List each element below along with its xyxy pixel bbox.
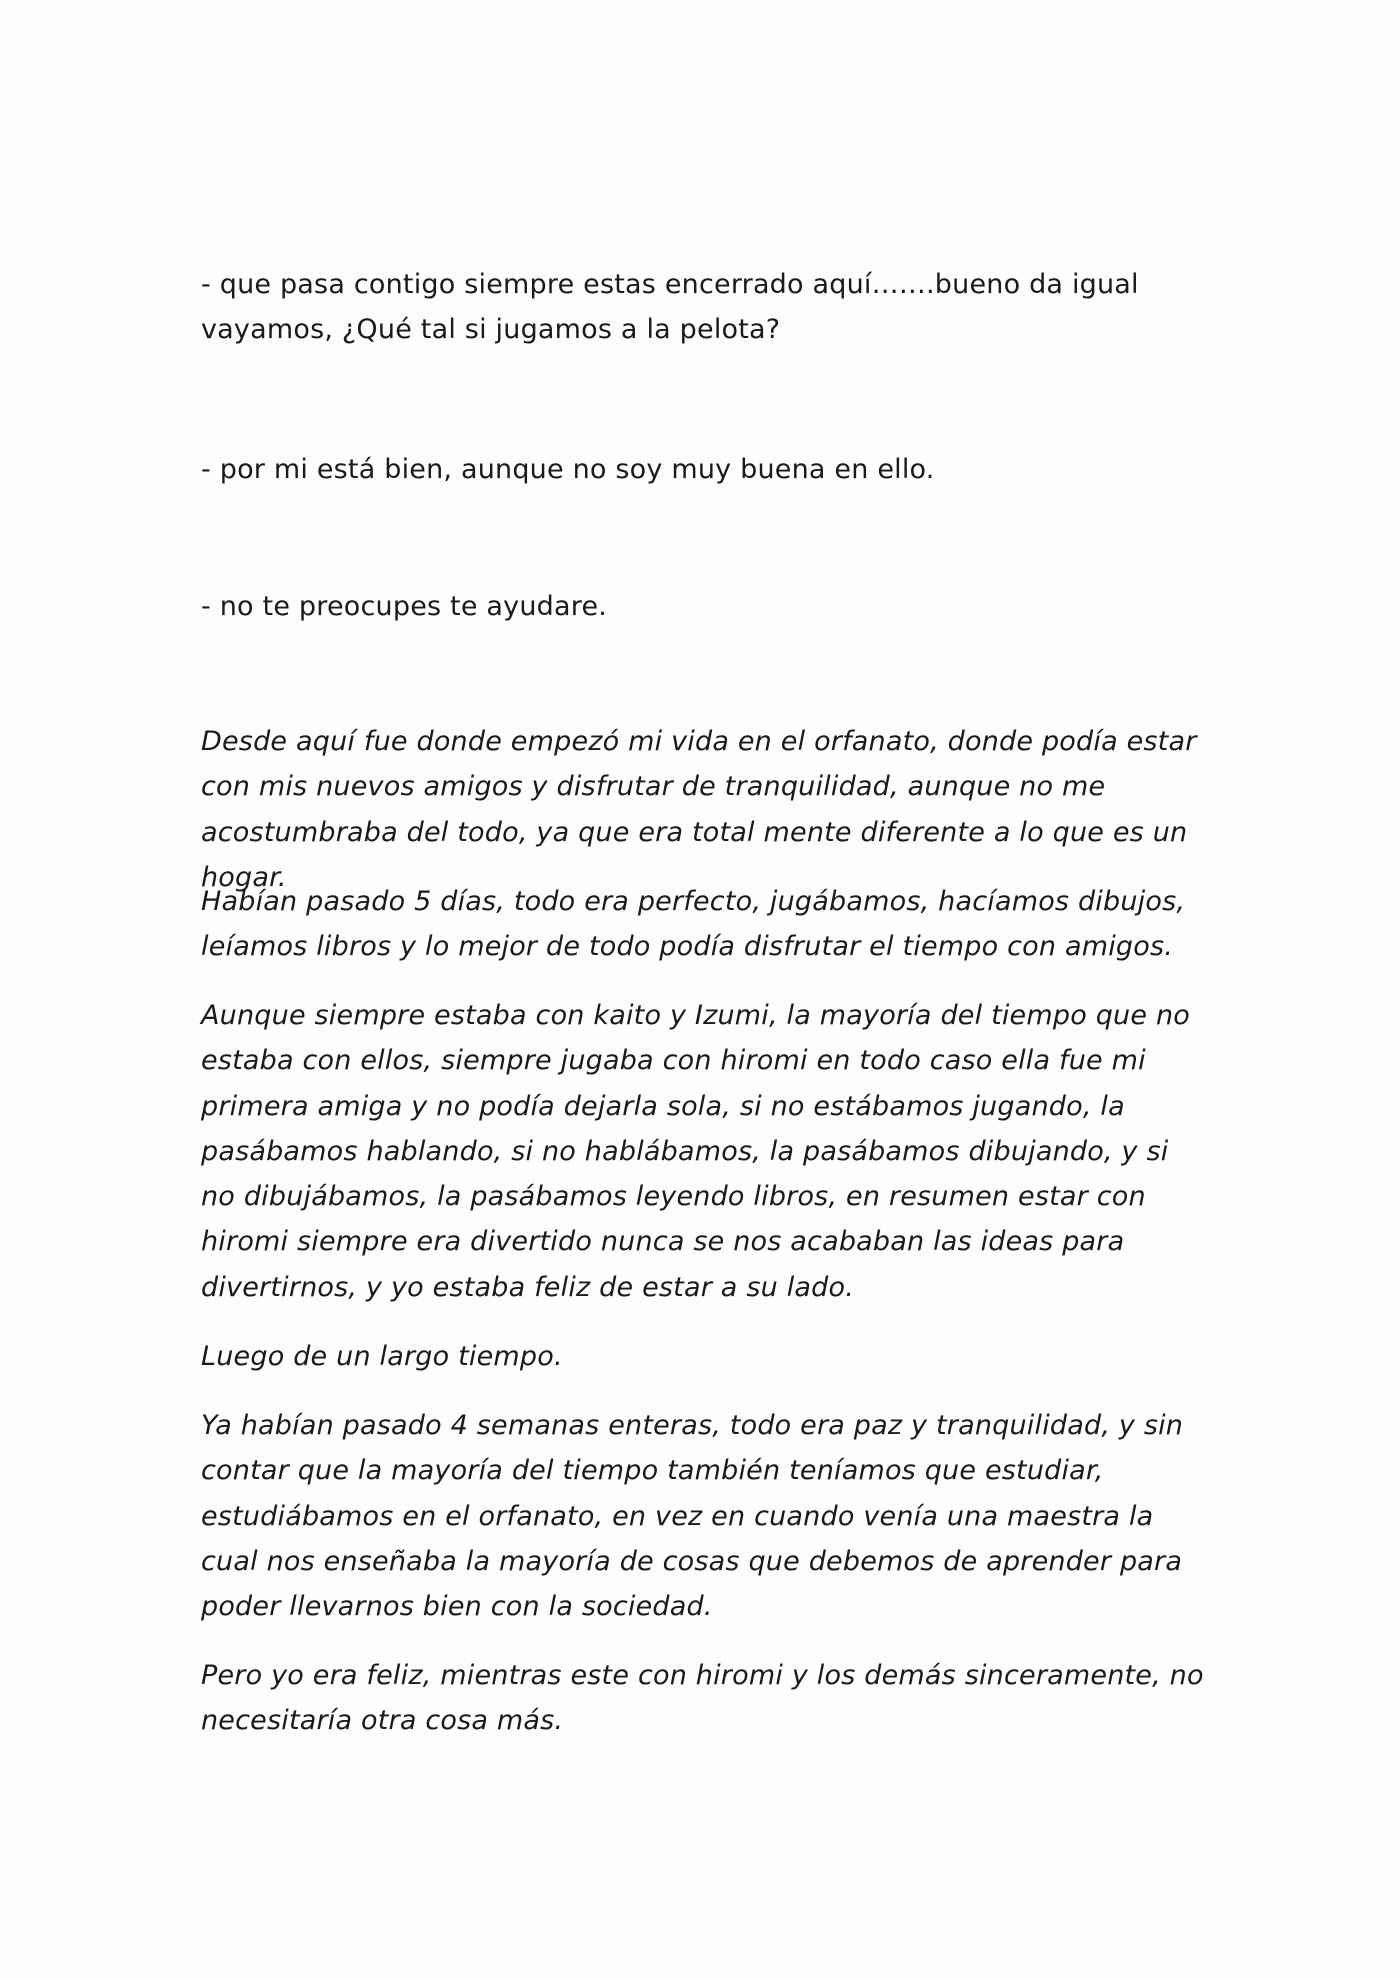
dialogue-line: - no te preocupes te ayudare. (201, 591, 608, 622)
narration-paragraph: Desde aquí fue donde empezó mi vida en el orfanato, donde podía estar con mis nuevos amigos y disfrutar de tranquilidad, aunque no me acostumbraba del todo, ya que era total mente diferente a lo que es un hogar. (201, 726, 1197, 893)
dialogue-line: - por mi está bien, aunque no soy muy buena en ello. (201, 454, 935, 485)
narration-paragraph: Pero yo era feliz, mientras este con hiromi y los demás sinceramente, no necesitaría otra cosa más. (201, 1660, 1204, 1737)
dialogue-line: - que pasa contigo siempre estas encerrado aquí…….bueno da igual vayamos, ¿Qué tal si jugamos a la pelota? (201, 269, 1139, 345)
narration-paragraph: Aunque siempre estaba con kaito y Izumi, la mayoría del tiempo que no estaba con ellos, siempre jugaba con hiromi en todo caso ella fue mi primera amiga y no podía dejarla sola, si no estábamos jugando, la pasábamos hablando, si no hablábamos, la pasábamos dibujando, y si no dibujábamos, la pasábamos leyendo libros, en resumen estar con hiromi siempre era divertido nunca se nos acababan las ideas para divertirnos, y yo estaba feliz de estar a su lado. (201, 1000, 1190, 1303)
narration-paragraph: Luego de un largo tiempo. (201, 1341, 563, 1372)
narration-paragraph: Habían pasado 5 días, todo era perfecto, jugábamos, hacíamos dibujos, leíamos libros y lo mejor de todo podía disfrutar el tiempo con amigos. (201, 886, 1186, 963)
narration-paragraph: Ya habían pasado 4 semanas enteras, todo era paz y tranquilidad, y sin contar que la mayoría del tiempo también teníamos que estudiar, estudiábamos en el orfanato, en vez en cuando venía una maestra la cual nos enseñaba la mayoría de cosas que debemos de aprender para poder llevarnos bien con la sociedad. (201, 1410, 1184, 1623)
